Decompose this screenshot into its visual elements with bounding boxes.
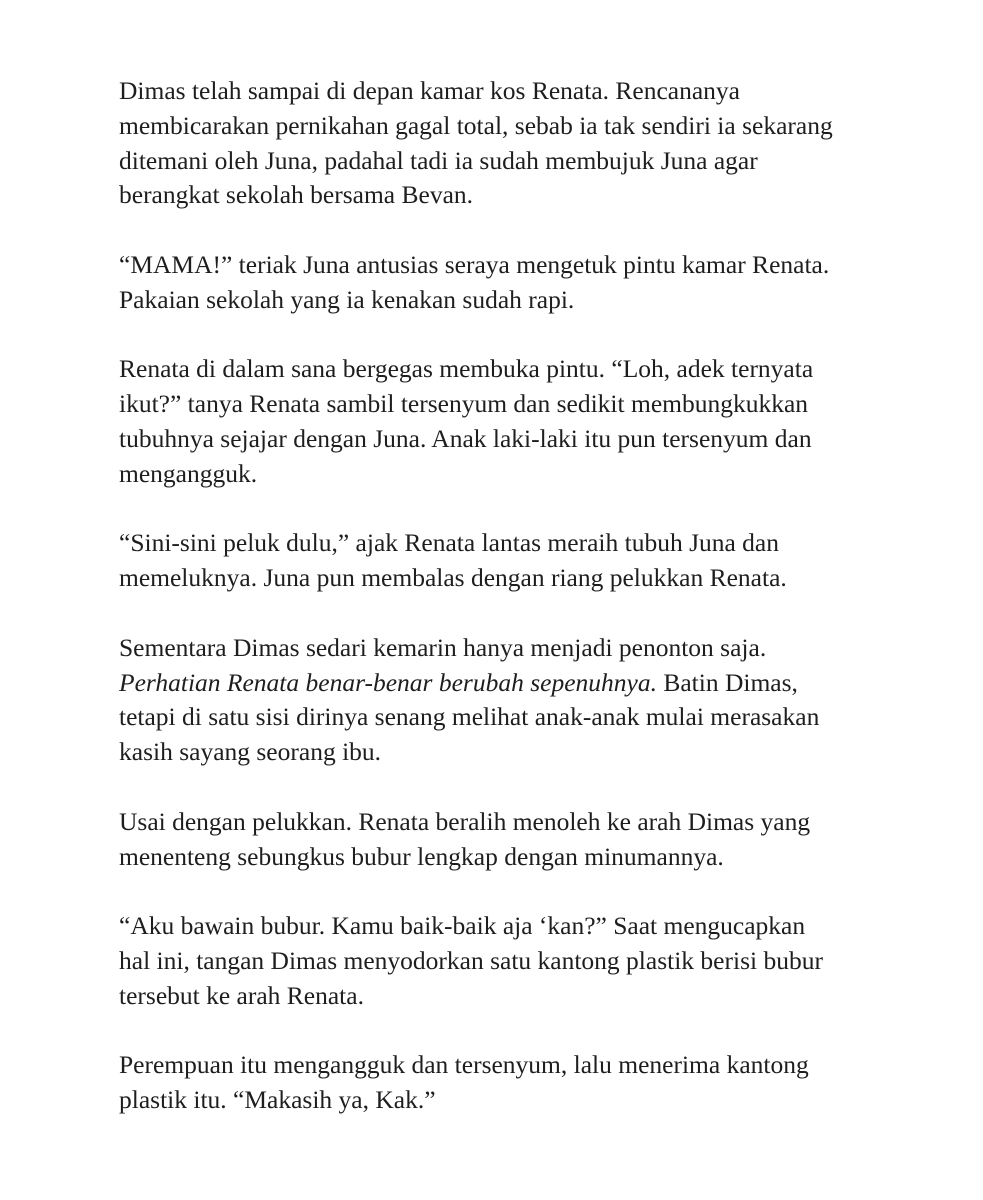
- text-line: berangkat sekolah bersama Bevan.: [119, 180, 474, 210]
- text-line-mixed: [119, 666, 879, 701]
- text-line: Sementara Dimas sedari kemarin hanya menjadi penonton saja.: [119, 632, 767, 662]
- text-line: mengangguk.: [119, 458, 258, 488]
- text-line: Usai dengan pelukkan. Renata beralih menoleh ke arah Dimas yang: [119, 806, 811, 836]
- text-line: “MAMA!” teriak Juna antusias seraya mengetuk pintu kamar Renata.: [119, 249, 830, 279]
- text-fragment: Batin Dimas,: [656, 667, 798, 697]
- text-line: “Aku bawain bubur. Kamu baik-baik aja ‘kan?” Saat mengucapkan: [119, 911, 806, 941]
- paragraph-6: [119, 805, 879, 875]
- paragraph-1: [119, 74, 879, 213]
- paragraph-3: [119, 352, 879, 491]
- text-line: ditemani oleh Juna, padahal tadi ia sudah membujuk Juna agar: [119, 145, 758, 175]
- text-line: plastik itu. “Makasih ya, Kak.”: [119, 1085, 436, 1115]
- text-line: ikut?” tanya Renata sambil tersenyum dan sedikit membungkukkan: [119, 389, 809, 419]
- text-line: Renata di dalam sana bergegas membuka pintu. “Loh, adek ternyata: [119, 354, 814, 384]
- text-line: memeluknya. Juna pun membalas dengan riang pelukkan Renata.: [119, 563, 787, 593]
- paragraph-7: [119, 909, 879, 1013]
- paragraph-8: [119, 1048, 879, 1118]
- text-line: “Sini-sini peluk dulu,” ajak Renata lantas meraih tubuh Juna dan: [119, 528, 779, 558]
- paragraph-4: [119, 526, 879, 596]
- paragraph-2: [119, 248, 879, 318]
- text-line: Perempuan itu mengangguk dan tersenyum, lalu menerima kantong: [119, 1050, 809, 1080]
- text-line: tersebut ke arah Renata.: [119, 980, 364, 1010]
- inner-thought-italic: Perhatian Renata benar-benar berubah sepenuhnya.: [119, 667, 657, 697]
- text-line: hal ini, tangan Dimas menyodorkan satu kantong plastik berisi bubur: [119, 945, 823, 975]
- text-line: Dimas telah sampai di depan kamar kos Renata. Rencananya: [119, 76, 740, 105]
- paragraph-5: [119, 631, 879, 770]
- story-text: [119, 74, 879, 1153]
- text-line: membicarakan pernikahan gagal total, sebab ia tak sendiri ia sekarang: [119, 110, 833, 140]
- text-line: kasih sayang seorang ibu.: [119, 737, 382, 767]
- text-line: Pakaian sekolah yang ia kenakan sudah rapi.: [119, 284, 575, 314]
- text-line: menenteng sebungkus bubur lengkap dengan minumannya.: [119, 841, 724, 871]
- text-line: tubuhnya sejajar dengan Juna. Anak laki-laki itu pun tersenyum dan: [119, 423, 812, 453]
- text-line: tetapi di satu sisi dirinya senang melihat anak-anak mulai merasakan: [119, 702, 820, 732]
